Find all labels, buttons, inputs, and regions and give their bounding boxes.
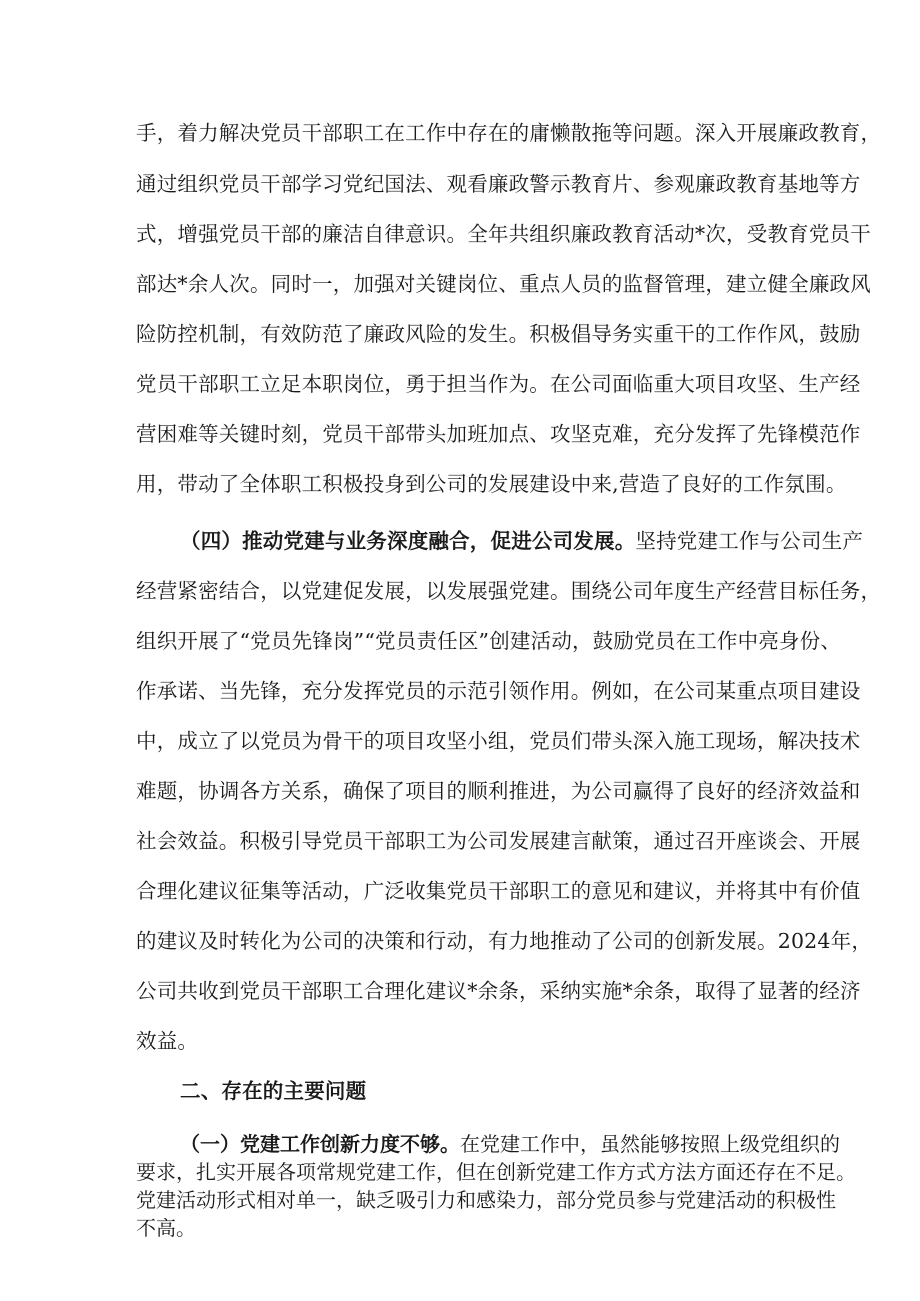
text-span: 坚持党建工作与公司生产: [635, 529, 864, 553]
paragraph-title: （四）推动党建与业务深度融合，促进公司发展。: [180, 529, 636, 553]
text-line: 部达*余人次。同时一，加强对关键岗位、重点人员的监督管理，建立健全廉政风: [136, 272, 871, 296]
text-line: 通过组织党员干部学习党纪国法、观看廉政警示教育片、参观廉政教育基地等方: [136, 172, 861, 196]
paragraph-title: （一）党建工作创新力度不够。: [180, 1132, 460, 1156]
text-line: 营困难等关键时刻，党员干部带头加班加点、攻坚克难，充分发挥了先锋模范作: [136, 422, 861, 446]
text-line: 合理化建议征集等活动，广泛收集党员干部职工的意见和建议，并将其中有价值: [136, 879, 861, 903]
text-line: 公司共收到党员干部职工合理化建议*余条，采纳实施*余条，取得了显著的经济: [136, 979, 861, 1003]
text-line: 手，着力解决党员干部职工在工作中存在的庸懒散拖等问题。深入开展廉政教育，: [136, 121, 882, 145]
text-line: 党建活动形式相对单一，缺乏吸引力和感染力，部分党员参与党建活动的积极性: [136, 1188, 836, 1212]
text-line: 不高。: [136, 1216, 196, 1240]
text-span: 在党建工作中，虽然能够按照上级党组织的: [460, 1132, 840, 1156]
paragraph-first-line: [180, 529, 864, 553]
text-line: 作承诺、当先锋，充分发挥党员的示范引领作用。例如，在公司某重点项目建设: [136, 679, 861, 703]
text-line: 经营紧密结合，以党建促发展，以发展强党建。围绕公司年度生产经营目标任务，: [136, 579, 882, 603]
text-line: 党员干部职工立足本职岗位，勇于担当作为。在公司面临重大项目攻坚、生产经: [136, 372, 861, 396]
paragraph-first-line: [180, 1132, 840, 1156]
text-line: 效益。: [136, 1029, 199, 1053]
text-line: 式，增强党员干部的廉洁自律意识。全年共组织廉政教育活动*次，受教育党员干: [136, 222, 871, 246]
text-line: 险防控机制，有效防范了廉政风险的发生。积极倡导务实重干的工作作风，鼓励: [136, 322, 861, 346]
text-line: 难题，协调各方关系，确保了项目的顺利推进，为公司赢得了良好的经济效益和: [136, 779, 861, 803]
section-heading: 二、存在的主要问题: [180, 1079, 367, 1103]
text-line: 用，带动了全体职工积极投身到公司的发展建设中来,营造了良好的工作氛围。: [136, 472, 847, 496]
text-line: 社会效益。积极引导党员干部职工为公司发展建言献策，通过召开座谈会、开展: [136, 829, 861, 853]
text-line: 的建议及时转化为公司的决策和行动，有力地推动了公司的创新发展。2024年，: [136, 929, 873, 953]
text-line: 中，成立了以党员为骨干的项目攻坚小组，党员们带头深入施工现场，解决技术: [136, 729, 861, 753]
text-line: 要求，扎实开展各项常规党建工作，但在创新党建工作方式方法方面还存在不足。: [136, 1160, 856, 1184]
text-line: 组织开展了“党员先锋岗”“党员责任区”创建活动，鼓励党员在工作中亮身份、: [136, 629, 842, 653]
